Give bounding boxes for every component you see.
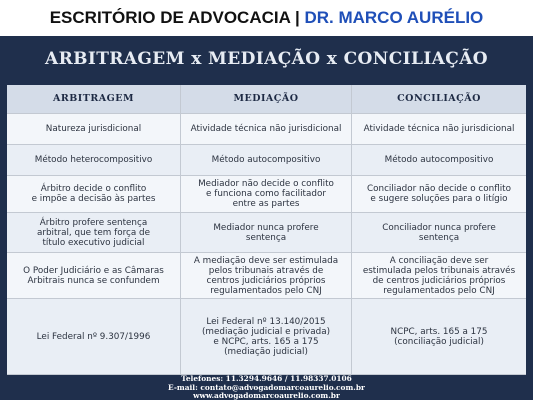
phone-numbers: Telefones: 11.3294.9646 / 11.98337.0106 xyxy=(181,374,352,384)
table-cell-conciliacao: Método autocompositivo xyxy=(352,145,526,176)
table-cell-mediacao: Atividade técnica não jurisdicional xyxy=(181,114,352,145)
comparison-table xyxy=(7,85,526,375)
table-cell-mediacao: Mediador não decide o conflito e funciona como facilitador entre as partes xyxy=(181,176,352,213)
table-cell-arbitragem: Árbitro decide o conflito e impõe a decisão às partes xyxy=(7,176,181,213)
table-cell-conciliacao: NCPC, arts. 165 a 175 (conciliação judicial) xyxy=(352,299,526,375)
comparison-title: ARBITRAGEM x MEDIAÇÃO x CONCILIAÇÃO xyxy=(44,48,489,69)
table-cell-mediacao: A mediação deve ser estimulada pelos tribunais através de centros judiciários próprios regulamentados pelo CNJ xyxy=(181,253,352,299)
table-cell-conciliacao: Conciliador não decide o conflito e sugere soluções para o litígio xyxy=(352,176,526,213)
table-cell-arbitragem: Natureza jurisdicional xyxy=(7,114,181,145)
contact-footer xyxy=(0,376,533,400)
table-cell-mediacao: Lei Federal nº 13.140/2015 (mediação judicial e privada) e NCPC, arts. 165 a 175 (mediação judicial) xyxy=(181,299,352,375)
table-cell-conciliacao: A conciliação deve ser estimulada pelos tribunais através de centros judiciários próprios regulamentados pelo CNJ xyxy=(352,253,526,299)
table-cell-arbitragem: O Poder Judiciário e as Câmaras Arbitrais nunca se confundem xyxy=(7,253,181,299)
column-header-mediacao: MEDIAÇÃO xyxy=(181,85,352,114)
table-cell-conciliacao: Conciliador nunca profere sentença xyxy=(352,213,526,253)
email-address: E-mail: contato@advogadomarcoaurelio.com.br xyxy=(168,382,365,392)
lawyer-name: DR. MARCO AURÉLIO xyxy=(304,8,484,27)
table-cell-arbitragem: Lei Federal nº 9.307/1996 xyxy=(7,299,181,375)
page-header xyxy=(0,0,533,36)
table-cell-arbitragem: Método heterocompositivo xyxy=(7,145,181,176)
column-header-arbitragem: ARBITRAGEM xyxy=(7,85,181,114)
table-cell-mediacao: Método autocompositivo xyxy=(181,145,352,176)
table-cell-mediacao: Mediador nunca profere sentença xyxy=(181,213,352,253)
table-cell-arbitragem: Árbitro profere sentença arbitral, que tem força de título executivo judicial xyxy=(7,213,181,253)
comparison-board xyxy=(0,36,533,400)
website-url: www.advogadomarcoaurelio.com.br xyxy=(193,391,340,400)
firm-label: ESCRITÓRIO DE ADVOCACIA | xyxy=(49,8,300,27)
table-cell-conciliacao: Atividade técnica não jurisdicional xyxy=(352,114,526,145)
column-header-conciliacao: CONCILIAÇÃO xyxy=(352,85,526,114)
